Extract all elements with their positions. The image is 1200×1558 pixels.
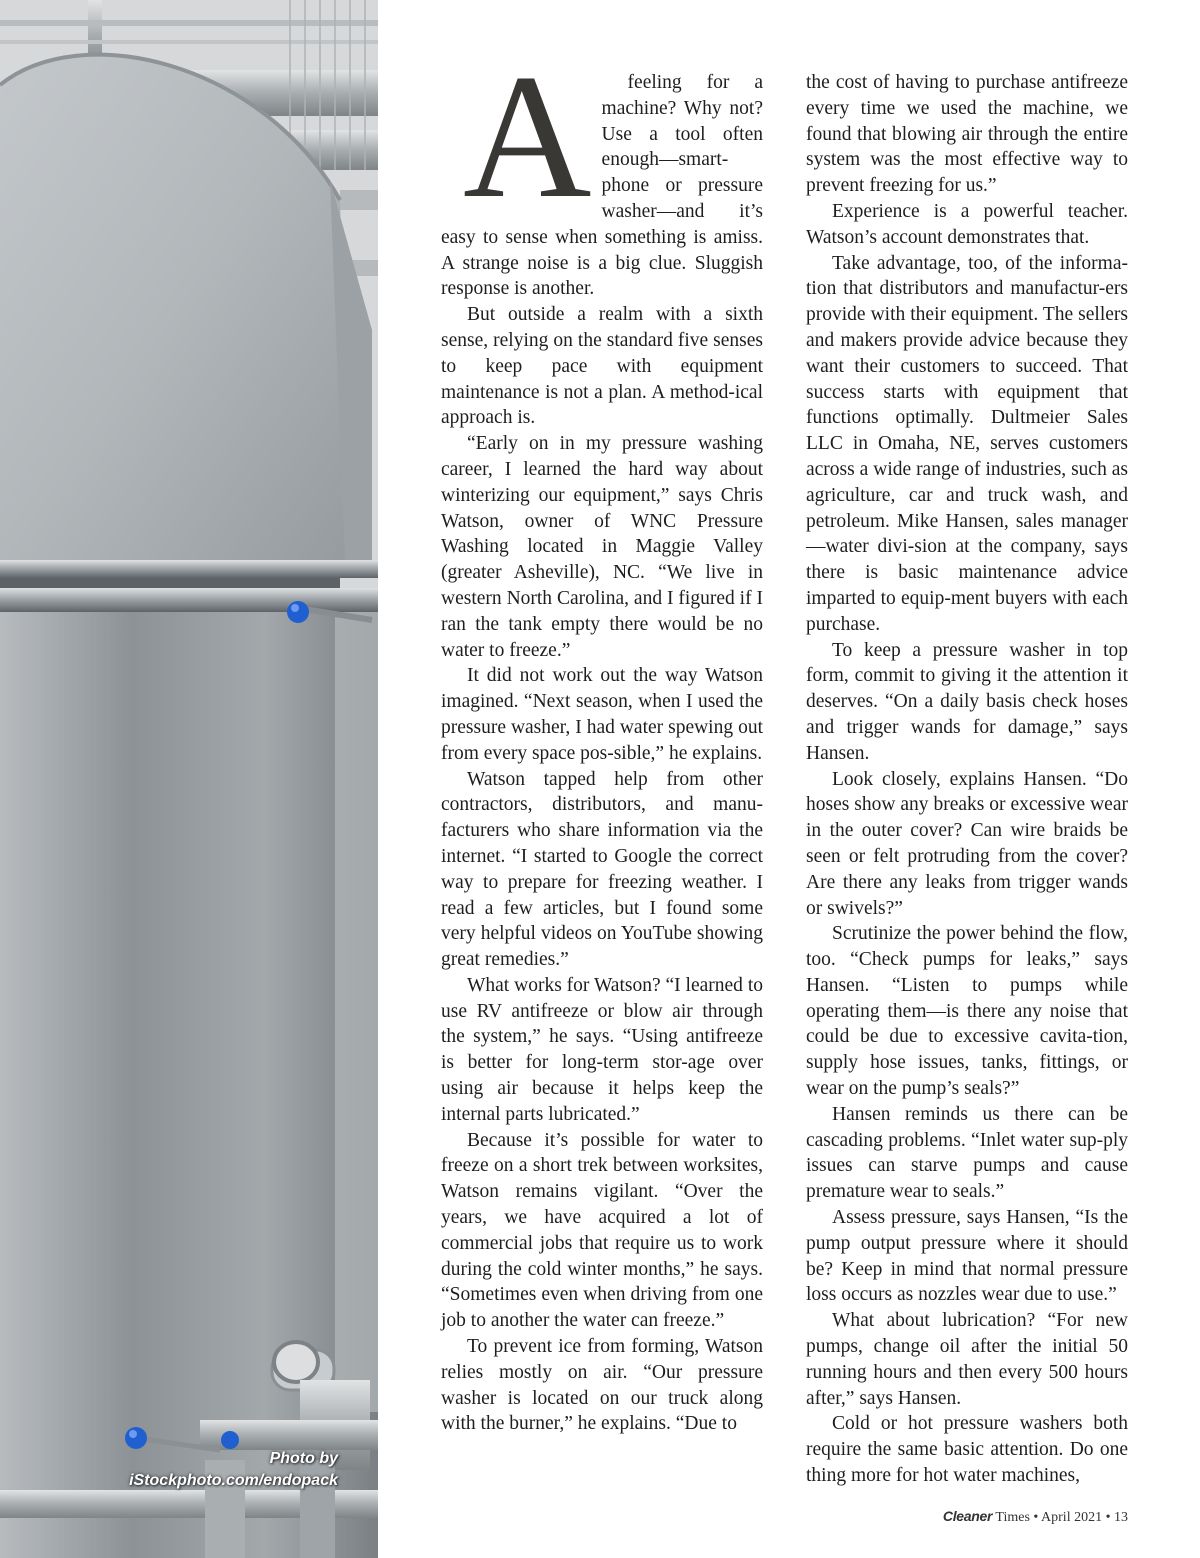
article-paragraph: Look closely, explains Hansen. “Do hoses show any breaks or excessive wear in the outer cover? Can wire braids be seen or felt protruding from the cover? Are there any leaks from trigger wands or swivels?” [806,768,1128,919]
issue-and-page: • April 2021 • 13 [1029,1510,1128,1525]
article-paragraph: To keep a pressure washer in top form, commit to giving it the attention it deserves. “On a daily basis check hoses and trigger wands for damage,” says Hansen. [806,639,1128,764]
article-paragraph: But outside a realm with a sixth sense, relying on the standard five senses to keep pace with equipment maintenance is not a plan. A method-ical approach is. [441,304,763,429]
article-paragraph: Assess pressure, says Hansen, “Is the pump output pressure where it should be? Keep in mind that normal pressure loss occurs as nozzles wear due to use.” [806,1207,1128,1306]
article-photo [0,0,378,1558]
article-column-1 [441,37,763,1437]
steel-tank-illustration [0,0,378,1558]
magazine-name-rest: Times [992,1510,1030,1525]
article-paragraph: “Early on in my pressure washing career, I learned the hard way about winterizing our equipment,” says Chris Watson, owner of WNC Pressure Washing located in Maggie Valley (greater Asheville), NC. “We live in western North Carolina, and I figured if I ran the tank empty there would be no water to freeze.” [441,433,763,661]
article-paragraph: Hansen reminds us there can be cascading problems. “Inlet water sup-ply issues can starve pumps and cause premature wear to seals.” [806,1103,1128,1203]
article-paragraph: Watson tapped help from other contractors, distributors, and manu-facturers who share information via the internet. “I started to Google the correct way to prepare for freezing weather. I read a few articles, but I found some very helpful videos on YouTube showing great remedies.” [441,768,763,971]
article-paragraph: What works for Watson? “I learned to use RV antifreeze or blow air through the system,” he says. “Using antifreeze is better for long-term stor-age over using air because it helps keep the internal parts lubricated.” [441,974,763,1125]
article-paragraph: Scrutinize the power behind the flow, too. “Check pumps for leaks,” says Hansen. “Listen to pumps while operating them—is there any noise that could be due to excessive cavita-tion, supply hose issues, tanks, fittings, or wear on the pump’s seals?” [806,923,1128,1100]
paragraph-text: feeling for a machine? Why not? Use a tool often enough—smart-phone or pressure washer—and it’s easy to sense when something is amiss. A strange noise is a big clue. Sluggish response is another. [441,72,763,300]
article-paragraph: Take advantage, too, of the informa-tion that distributors and manufactur-ers provide with their equipment. The sellers and makers provide advice because they want their customers to succeed. That success starts with equipment that functions optimally. Dultmeier Sales LLC in Omaha, NE, serves customers across a wide range of industries, such as agriculture, car and truck wash, and petroleum. Mike Hansen, sales manager—water divi-sion at the company, says there is basic maintenance advice imparted to equip-ment buyers with each purchase. [806,252,1128,635]
article-paragraph: It did not work out the way Watson imagined. “Next season, when I used the pressure washer, I had water spewing out from every space pos-sible,” he explains. [441,665,763,764]
photo-credit [129,1448,338,1492]
photo-credit-line2: iStockphoto.com/endopack [129,1472,338,1489]
article-paragraph: What about lubrication? “For new pumps, change oil after the initial 50 running hours and then every 500 hours after,” says Hansen. [806,1310,1128,1409]
article-paragraph [441,37,763,302]
article-paragraph: To prevent ice from forming, Watson relies mostly on air. “Our pressure washer is located on our truck along with the burner,” he explains. “Due to [441,1336,763,1435]
drop-cap: A [463,37,592,235]
article-column-2 [806,70,1128,1489]
article-paragraph: the cost of having to purchase antifreeze every time we used the machine, we found that blowing air through the entire system was the most effective way to prevent freezing for us.” [806,72,1128,197]
article-paragraph: Experience is a powerful teacher. Watson’s account demonstrates that. [806,200,1128,248]
page-footer [943,1508,1128,1526]
article-paragraph: Because it’s possible for water to freeze on a short trek between worksites, Watson remains vigilant. “Over the years, we have acquired a lot of commercial jobs that require us to work during the cold winter months,” he says. “Sometimes even when driving from one job to another the water can freeze.” [441,1129,763,1332]
magazine-name: Cleaner [942,1508,993,1524]
article-paragraph: Cold or hot pressure washers both require the same basic attention. Do one thing more for hot water machines, [806,1413,1128,1487]
photo-credit-line1: Photo by [269,1450,338,1467]
